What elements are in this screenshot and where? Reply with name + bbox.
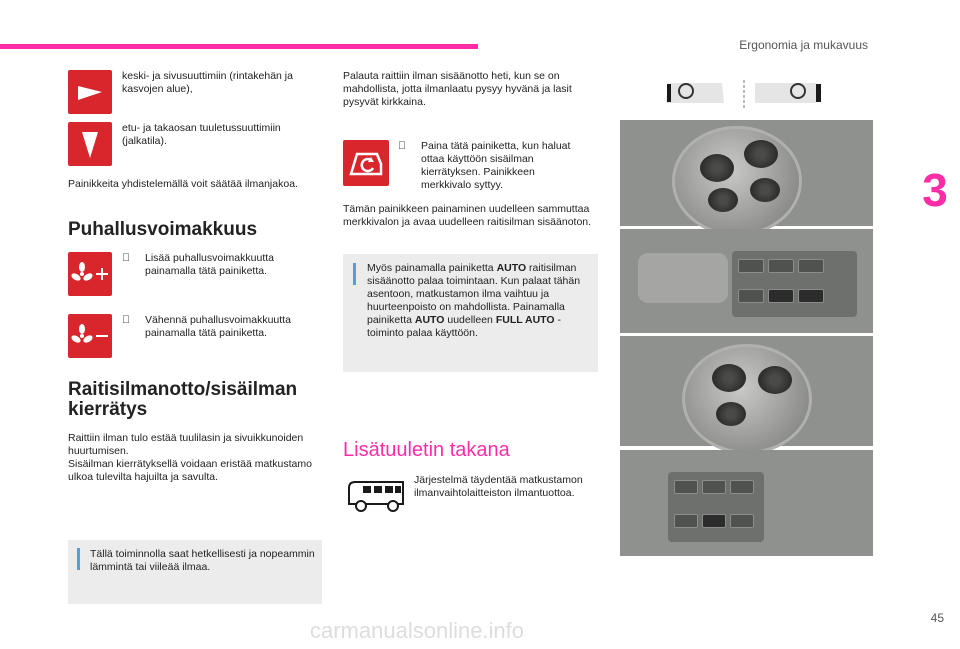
press-again-text: Tämän painikkeen painaminen uudelleen sammuttaa merkkivalon ja avaa uudelleen raitisilman sisäänoton. <box>343 203 592 228</box>
blower-heading: Puhallusvoimakkuus <box>68 219 258 240</box>
rear-heating-heading: Lisätuuletin takana <box>343 439 510 461</box>
front-control-dial-photo <box>620 120 873 226</box>
airflow-item-text: etu- ja takaosan tuuletussuuttimiin (jalkatila). <box>122 122 281 147</box>
blower-increase-text: Lisää puhallusvoimakkuutta painamalla tätä painiketta. <box>145 252 274 277</box>
recirc-description: Raittiin ilman tulo estää tuulilasin ja sivuikkunoiden huurtumisen. Sisäilman kierrätyksellä voidaan eristää matkustamo ulkoa tulevilta hajuilta ja savulta. <box>68 432 312 483</box>
blower-decrease-text: Vähennä puhallusvoimakkuutta painamalla tätä painiketta. <box>145 314 291 339</box>
bullet-arrow <box>398 140 408 153</box>
airflow-feet-icon <box>68 122 112 166</box>
recirc-heading-line1: Raitisilmanotto/sisäilman <box>68 379 298 400</box>
airflow-face-icon <box>68 70 112 114</box>
recirculation-icon <box>343 140 389 186</box>
airflow-item-text: keski- ja sivusuuttimiin (rintakehän ja kasvojen alue), <box>122 70 293 95</box>
auto-note-bar <box>353 263 356 285</box>
info-note-bar <box>77 548 80 570</box>
rear-heating-text: Järjestelmä täydentää matkustamon ilmanvaihtolaitteiston ilmantuottoa. <box>414 474 583 499</box>
chapter-number: 3 <box>922 164 948 216</box>
recirc-button-text: Paina tätä painiketta, kun haluat ottaa käyttöön sisäilman kierrätyksen. Painikkeen merkkivalo syttyy. <box>421 140 571 191</box>
fan-minus-icon <box>68 314 112 358</box>
fan-plus-icon <box>68 252 112 296</box>
chapter-title: Ergonomia ja mukavuus <box>739 38 868 52</box>
vehicle-layout-diagram <box>640 78 840 108</box>
recirc-heading-line2: kierrätys <box>68 399 148 420</box>
header-accent-bar <box>0 44 478 49</box>
van-icon <box>343 474 409 514</box>
bullet-arrow <box>122 314 132 327</box>
bullet-arrow <box>122 252 132 265</box>
front-button-panel-photo <box>620 229 873 333</box>
rear-button-panel-photo <box>620 450 873 556</box>
page-number: 45 <box>930 611 944 625</box>
airflow-combine-text: Painikkeita yhdistelemällä voit säätää ilmanjakoa. <box>68 178 298 190</box>
restore-text: Palauta raittiin ilman sisäänotto heti, kun se on mahdollista, jotta ilmanlaatu pysyy hyvänä ja lasit pysyvät kirkkaina. <box>343 70 572 108</box>
info-note-text: Tällä toiminnolla saat hetkellisesti ja nopeammin lämmintä tai viileää ilmaa. <box>90 548 315 573</box>
auto-note-text: Myös painamalla painiketta AUTO raitisilman sisäänotto palaa toimintaan. Kun palaat tähän asentoon, matkustamon ilma vaihtuu ja huurteenpoisto on mahdollista. Painamalla painiketta AUTO uudelleen FULL AUTO -toiminto palaa käyttöön. <box>367 262 581 339</box>
rear-control-dial-photo <box>620 336 873 446</box>
watermark: carmanualsonline.info <box>310 618 525 643</box>
